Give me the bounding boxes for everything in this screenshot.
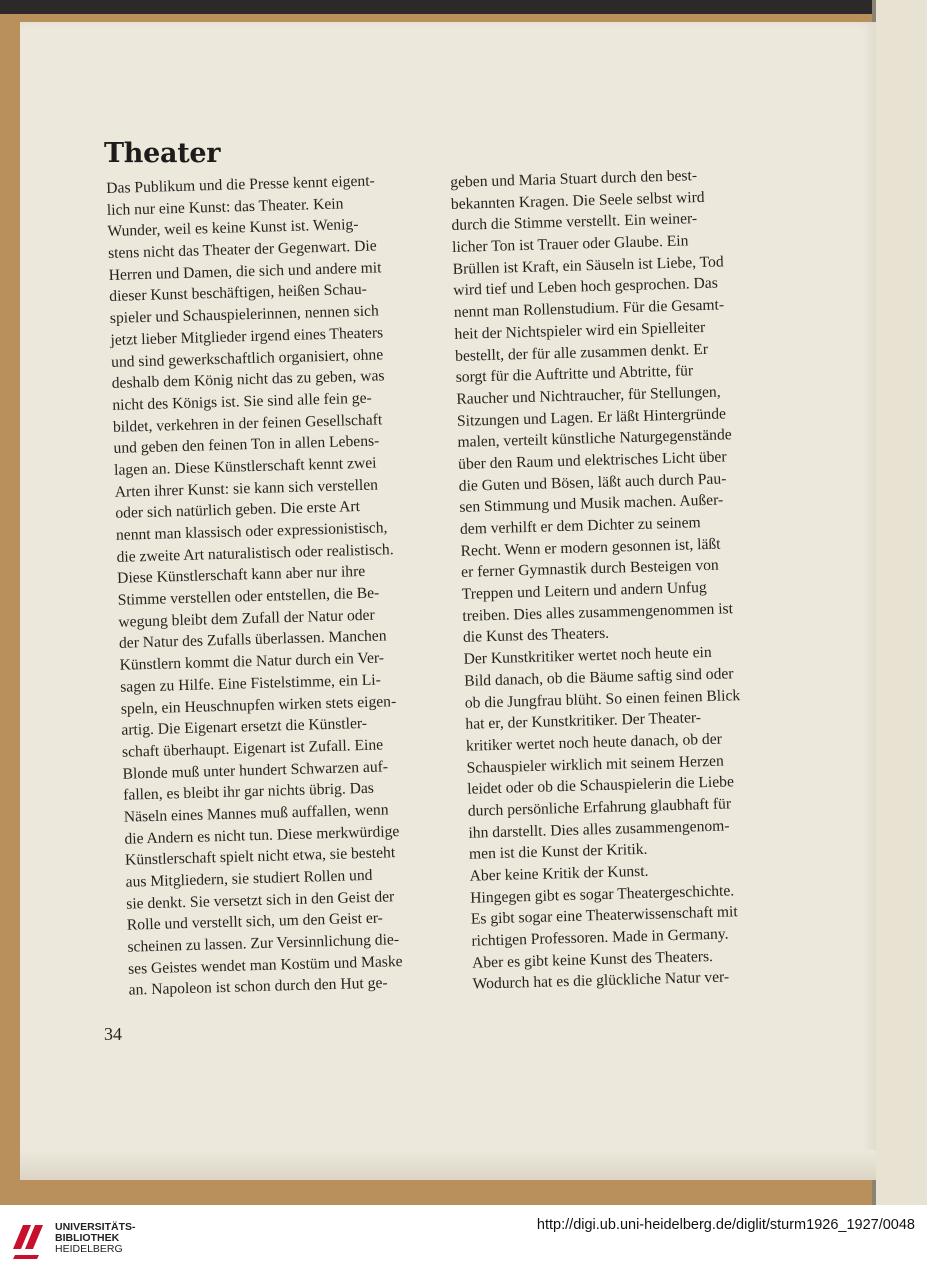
right_column-line: heit der Nichtspieler wird ein Spielleiter: [454, 318, 706, 343]
right_column-line: durch die Stimme verstellt. Ein weiner-: [451, 210, 698, 235]
right_column-line: sen Stimmung und Musik machen. Außer-: [459, 491, 724, 517]
right_column-line: Hingegen gibt es sogar Theatergeschichte.: [470, 882, 735, 907]
left_column-line: und sind gewerkschaftlich organisiert, ohne: [110, 345, 384, 371]
left_column-line: Diese Künstlerschaft kann aber nur ihre: [116, 563, 366, 588]
left_column-line: Das Publikum und die Presse kennt eigent-: [106, 172, 375, 197]
right_column-line: ihn darstellt. Dies alles zusammengenom-: [468, 817, 730, 842]
right_column-line: Sitzungen und Lagen. Er läßt Hintergründe: [456, 404, 727, 430]
right_column-line: Der Kunstkritiker wertet noch heute ein: [463, 644, 712, 668]
left_column-line: bildet, verkehren in der feinen Gesellschaft: [112, 410, 383, 436]
left_column-line: spieler und Schauspielerinnen, nennen sich: [109, 302, 379, 328]
left_column-line: Näseln eines Mannes muß auffallen, wenn: [123, 801, 389, 826]
right_column-line: Bild danach, ob die Bäume saftig sind oder: [463, 665, 734, 690]
left_column-line: stens nicht das Theater der Gegenwart. Die: [107, 237, 377, 263]
page-bottom-shade: [20, 1150, 876, 1180]
left_column-line: fallen, es bleibt ihr gar nichts übrig. Das: [123, 780, 375, 805]
right_column-line: die Kunst des Theaters.: [462, 625, 610, 647]
right_column-line: Aber es gibt keine Kunst des Theaters.: [471, 947, 714, 972]
left_column-line: der Natur des Zufalls überlassen. Manchen: [118, 627, 387, 653]
article-title: Theater: [104, 138, 221, 169]
left_column-line: die Andern es nicht tun. Diese merkwürdige: [124, 822, 400, 848]
left_column-line: artig. Die Eigenart ersetzt die Künstler-: [121, 715, 368, 739]
left_column-line: und geben den feinen Ton in allen Lebens-: [113, 432, 380, 458]
right_column-line: malen, verteilt künstliche Naturgegenstände: [457, 426, 732, 452]
left_column-line: deshalb dem König nicht das zu geben, was: [111, 367, 385, 393]
left_column-line: Künstlern kommt die Natur durch ein Ver-: [119, 649, 385, 674]
permalink-url[interactable]: http://digi.ub.uni-heidelberg.de/diglit/sturm1926_1927/0048: [536, 1217, 915, 1233]
right_column-line: bestellt, der für alle zusammen denkt. Er: [454, 340, 709, 365]
right_column-line: durch persönliche Erfahrung glaubhaft für: [467, 795, 732, 820]
right_column-line: licher Ton ist Trauer oder Glaube. Ein: [451, 232, 689, 257]
left_column-line: nicht des Königs ist. Sie sind alle fein ge-: [112, 389, 372, 414]
left_column-line: Rolle und verstellt sich, um den Geist er-: [126, 909, 384, 935]
left_column-line: Herren und Damen, die sich und andere mit: [108, 259, 382, 284]
left_column-line: dieser Kunst beschäftigen, heißen Schau-: [109, 281, 368, 306]
right_column-line: wird tief und Leben hoch gesprochen. Das: [453, 275, 719, 300]
library-name: [55, 1222, 136, 1255]
right_column-line: Raucher und Nichtraucher, für Stellungen,: [456, 383, 721, 408]
scan-top-edge: [0, 0, 927, 14]
adjacent-page: [876, 0, 927, 1205]
right_column-line: er ferner Gymnastik durch Besteigen von: [460, 557, 719, 582]
left_column-line: an. Napoleon ist schon durch den Hut ge-: [128, 974, 388, 1000]
library-name-line-2: BIBLIOTHEK: [55, 1232, 120, 1244]
right_column-line: kritiker wertet noch heute danach, ob der: [465, 730, 723, 755]
left_column-line: sie denkt. Sie versetzt sich in den Geist der: [126, 887, 395, 913]
left_column-line: schaft überhaupt. Eigenart ist Zufall. Eine: [121, 736, 384, 761]
library-name-line-1: UNIVERSITÄTS-: [55, 1221, 136, 1233]
right_column-line: ob die Jungfrau blüht. So einen feinen Blick: [464, 686, 741, 712]
right_column-line: über den Raum und elektrisches Licht über: [457, 448, 727, 473]
left_column-line: jetzt lieber Mitglieder irgend eines Theaters: [110, 324, 384, 349]
right_column-line: Schauspieler wirklich mit seinem Herzen: [466, 752, 724, 777]
right_column-line: nennt man Rollenstudium. Für die Gesamt-: [453, 296, 725, 322]
library-name-line-3: HEIDELBERG: [55, 1243, 123, 1255]
left_column-line: nennt man klassisch oder expressionistisch,: [115, 519, 388, 544]
left_column-line: ses Geistes wendet man Kostüm und Maske: [127, 952, 403, 978]
left_column-line: speln, ein Heuschnupfen wirken stets eigen-: [120, 692, 397, 718]
left-text-column: [106, 169, 469, 1002]
page-number: 34: [104, 1024, 122, 1044]
left_column-line: lich nur eine Kunst: das Theater. Kein: [106, 195, 344, 219]
right-text-column: [450, 163, 813, 996]
left_column-line: sagen zu Hilfe. Eine Fistelstimme, ein Li-: [119, 671, 382, 696]
right_column-line: Brüllen ist Kraft, ein Säuseln ist Liebe, Tod: [452, 253, 724, 278]
right_column-line: bekannten Kragen. Die Seele selbst wird: [450, 188, 705, 213]
left_column-line: wegung bleibt dem Zufall der Natur oder: [118, 606, 375, 631]
left_column-line: Stimme verstellen oder entstellen, die Be-: [117, 584, 380, 609]
right_column-line: Wodurch hat es die glückliche Natur ver-: [472, 968, 730, 994]
left_column-line: die zweite Art naturalistisch oder realistisch.: [116, 540, 394, 566]
left_column-line: lagen an. Diese Künstlerschaft kennt zwei: [113, 454, 377, 479]
right_column-line: Es gibt sogar eine Theaterwissenschaft mit: [470, 903, 738, 929]
left_column-line: aus Mitgliedern, sie studiert Rollen und: [125, 866, 373, 891]
library-logo-icon[interactable]: [9, 1219, 49, 1263]
right_column-line: Treppen und Leitern und andern Unfug: [461, 579, 707, 603]
right_column-line: die Guten und Bösen, läßt auch durch Pau-: [458, 470, 727, 495]
left_column-line: Wunder, weil es keine Kunst ist. Wenig-: [107, 216, 359, 241]
left_column-line: scheinen zu lassen. Zur Versinnlichung die-: [127, 931, 400, 956]
left_column-line: Arten ihrer Kunst: sie kann sich verstellen: [114, 476, 379, 501]
right_column-line: hat er, der Kunstkritiker. Der Theater-: [465, 709, 702, 733]
left_column-line: Künstlerschaft spielt nicht etwa, sie besteht: [124, 844, 396, 870]
right_column-line: men ist die Kunst der Kritik.: [468, 841, 648, 864]
right_column-line: Recht. Wenn er modern gesonnen ist, läßt: [460, 535, 721, 560]
right_column-line: richtigen Professoren. Made in Germany.: [471, 925, 729, 950]
left_column-line: Blonde muß unter hundert Schwarzen auf-: [122, 757, 389, 783]
right_column-line: dem verhilft er dem Dichter zu seinem: [459, 514, 701, 538]
right_column-line: treiben. Dies alles zusammengenommen ist: [462, 600, 734, 625]
right_column-line: sorgt für die Auftritte und Abtritte, für: [455, 362, 694, 387]
right_column-line: geben und Maria Stuart durch den best-: [450, 167, 698, 191]
viewer-footer: [0, 1205, 927, 1273]
right_column-line: leidet oder ob die Schauspielerin die Liebe: [467, 773, 735, 799]
left_column-line: oder sich natürlich geben. Die erste Art: [115, 498, 361, 523]
right_column-line: Aber keine Kritik der Kunst.: [469, 862, 649, 885]
